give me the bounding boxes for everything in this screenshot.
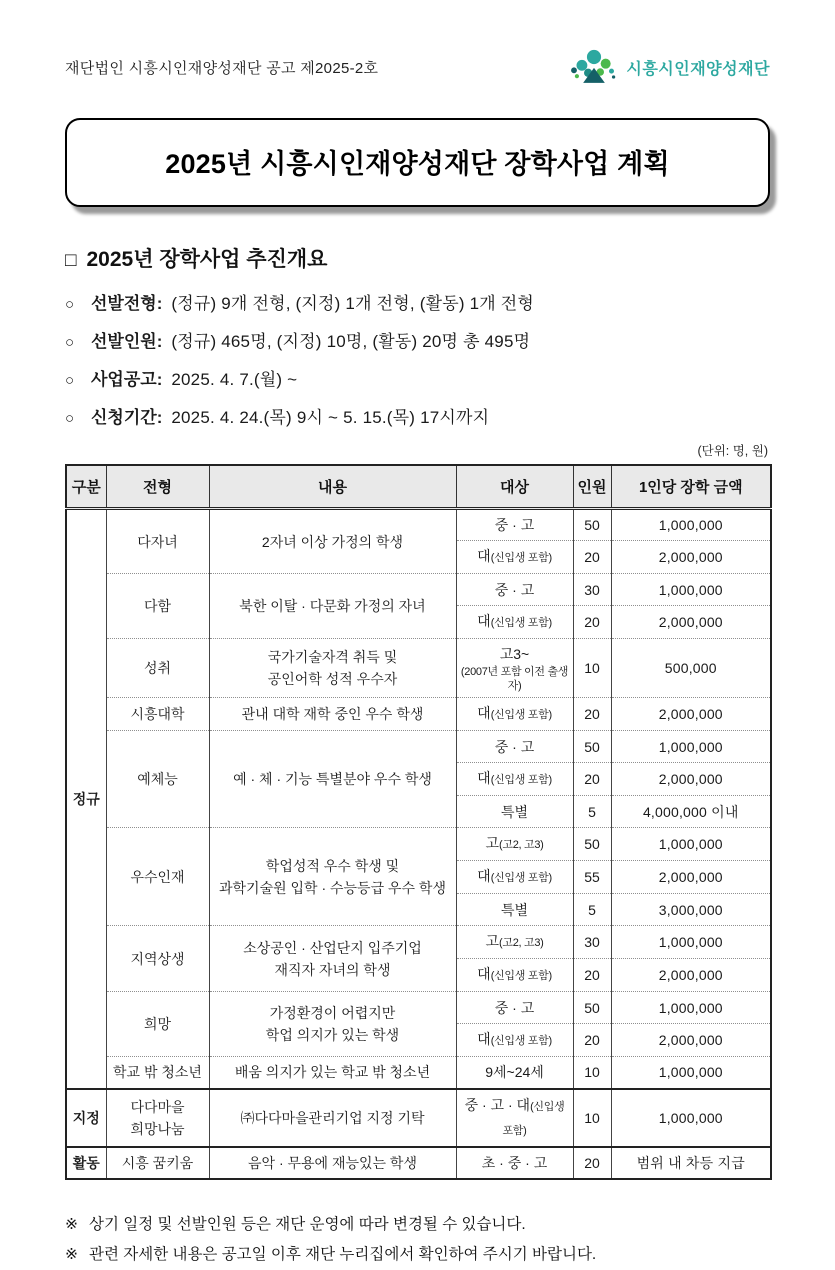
tree-logo-icon: [569, 46, 619, 88]
section-heading: [65, 243, 770, 273]
count-cell: 5: [573, 894, 611, 926]
table-row: [66, 992, 771, 1024]
overview-label: 신청기간:: [91, 408, 163, 427]
amount-cell: 2,000,000: [611, 861, 771, 894]
target-note: (신입생 포함): [490, 970, 552, 982]
table-row: [66, 698, 771, 731]
overview-label: 선발인원:: [91, 332, 163, 351]
target-note: (고2, 고3): [499, 937, 544, 949]
target-cell: 대(신입생 포함): [456, 959, 573, 992]
count-cell: 10: [573, 639, 611, 698]
count-cell: 20: [573, 959, 611, 992]
overview-value: (정규) 465명, (지정) 10명, (활동) 20명 총 495명: [171, 332, 531, 351]
table-row: [66, 1147, 771, 1179]
circle-bullet-icon: ○: [65, 296, 75, 313]
desc-cell: 북한 이탈 · 다문화 가정의 자녀: [209, 574, 456, 639]
announcement-number: 재단법인 시흥시인재양성재단 공고 제2025-2호: [65, 59, 379, 77]
footnote-schedule-change: [65, 1210, 770, 1240]
col-header-2: 내용: [209, 465, 456, 509]
target-note: (고2, 고3): [499, 839, 544, 851]
document-header: [65, 46, 770, 88]
amount-cell: 1,000,000: [611, 731, 771, 763]
table-row: [66, 1089, 771, 1147]
footnotes: [65, 1210, 770, 1270]
section-title: 2025년 장학사업 추진개요: [86, 248, 328, 271]
overview-item-application-period: [65, 403, 770, 428]
overview-item-selection-count: [65, 327, 770, 352]
desc-cell: 학업성적 우수 학생 및 과학기술원 입학 · 수능등급 우수 학생: [209, 828, 456, 926]
program-cell: 지역상생: [106, 926, 209, 992]
count-cell: 20: [573, 698, 611, 731]
table-header: [66, 465, 771, 509]
table-row: [66, 1057, 771, 1089]
category-cell: 활동: [66, 1147, 106, 1179]
table-row: [66, 828, 771, 861]
category-cell: 지정: [66, 1089, 106, 1147]
overview-list: [65, 289, 770, 428]
target-cell: 중 · 고 · 대(신입생 포함): [456, 1089, 573, 1147]
target-cell: 고(고2, 고3): [456, 828, 573, 861]
program-cell: 다자녀: [106, 509, 209, 574]
target-cell: 고(고2, 고3): [456, 926, 573, 959]
reference-mark-icon: ※: [65, 1215, 78, 1233]
target-cell: 대(신입생 포함): [456, 698, 573, 731]
page-title: 2025년 시흥시인재양성재단 장학사업 계획: [165, 149, 670, 179]
foundation-logo-text: 시흥시인재양성재단: [626, 60, 770, 78]
footnote-text: 관련 자세한 내용은 공고일 이후 재단 누리집에서 확인하여 주시기 바랍니다.: [89, 1245, 597, 1263]
target-cell: 고3~ (2007년 포함 이전 출생자): [456, 639, 573, 698]
col-header-1: 전형: [106, 465, 209, 509]
target-cell: 중 · 고: [456, 992, 573, 1024]
target-note: (신입생 포함): [490, 552, 552, 564]
target-cell: 특별: [456, 894, 573, 926]
desc-cell: ㈜다다마을관리기업 지정 기탁: [209, 1089, 456, 1147]
overview-label: 사업공고:: [91, 370, 163, 389]
amount-cell: 1,000,000: [611, 509, 771, 541]
target-note: (2007년 포함 이전 출생자): [460, 666, 569, 692]
target-cell: 중 · 고: [456, 574, 573, 606]
table-body: [66, 509, 771, 1179]
amount-cell: 2,000,000: [611, 763, 771, 796]
scholarship-table: [65, 464, 772, 1180]
desc-cell: 배움 의지가 있는 학교 밖 청소년: [209, 1057, 456, 1089]
amount-cell: 1,000,000: [611, 1057, 771, 1089]
count-cell: 20: [573, 763, 611, 796]
count-cell: 55: [573, 861, 611, 894]
amount-cell: 2,000,000: [611, 959, 771, 992]
amount-cell: 1,000,000: [611, 992, 771, 1024]
table-row: [66, 926, 771, 959]
footnote-text: 상기 일정 및 선발인원 등은 재단 운영에 따라 변경될 수 있습니다.: [89, 1215, 526, 1233]
desc-cell: 소상공인 · 산업단지 입주기업 재직자 자녀의 학생: [209, 926, 456, 992]
count-cell: 20: [573, 606, 611, 639]
program-cell: 시흥 꿈키움: [106, 1147, 209, 1179]
target-note: (신입생 포함): [490, 617, 552, 629]
program-cell: 학교 밖 청소년: [106, 1057, 209, 1089]
target-note: (신입생 포함): [490, 774, 552, 786]
target-cell: 대(신입생 포함): [456, 541, 573, 574]
category-cell: 정규: [66, 509, 106, 1089]
program-cell: 성취: [106, 639, 209, 698]
table-row: [66, 731, 771, 763]
table-header-row: [66, 465, 771, 509]
target-cell: 대(신입생 포함): [456, 861, 573, 894]
amount-cell: 1,000,000: [611, 574, 771, 606]
reference-mark-icon: ※: [65, 1245, 78, 1263]
amount-cell: 3,000,000: [611, 894, 771, 926]
square-bullet-icon: □: [65, 250, 77, 271]
count-cell: 30: [573, 926, 611, 959]
count-cell: 10: [573, 1089, 611, 1147]
program-cell: 희망: [106, 992, 209, 1057]
amount-cell: 2,000,000: [611, 541, 771, 574]
desc-cell: 음악 · 무용에 재능있는 학생: [209, 1147, 456, 1179]
table-row: [66, 574, 771, 606]
target-cell: 대(신입생 포함): [456, 1024, 573, 1057]
program-cell: 시흥대학: [106, 698, 209, 731]
amount-cell: 범위 내 차등 지급: [611, 1147, 771, 1179]
count-cell: 20: [573, 541, 611, 574]
desc-cell: 예 · 체 · 기능 특별분야 우수 학생: [209, 731, 456, 828]
overview-item-announcement-date: [65, 365, 770, 390]
desc-cell: 가정환경이 어렵지만 학업 의지가 있는 학생: [209, 992, 456, 1057]
amount-cell: 1,000,000: [611, 1089, 771, 1147]
target-cell: 중 · 고: [456, 731, 573, 763]
target-cell: 중 · 고: [456, 509, 573, 541]
target-note: (신입생 포함): [502, 1100, 565, 1137]
title-banner: [65, 118, 770, 207]
overview-label: 선발전형:: [91, 294, 163, 313]
col-header-5: 1인당 장학 금액: [611, 465, 771, 509]
program-cell: 다함: [106, 574, 209, 639]
table-row: [66, 639, 771, 698]
col-header-0: 구분: [66, 465, 106, 509]
col-header-4: 인원: [573, 465, 611, 509]
target-note: (신입생 포함): [490, 1035, 552, 1047]
program-cell: 우수인재: [106, 828, 209, 926]
amount-cell: 1,000,000: [611, 828, 771, 861]
overview-value: 2025. 4. 7.(월) ~: [171, 370, 298, 389]
col-header-3: 대상: [456, 465, 573, 509]
target-cell: 특별: [456, 796, 573, 828]
amount-cell: 2,000,000: [611, 1024, 771, 1057]
count-cell: 50: [573, 992, 611, 1024]
target-cell: 대(신입생 포함): [456, 763, 573, 796]
circle-bullet-icon: ○: [65, 334, 75, 351]
program-cell: 다다마을 희망나눔: [106, 1089, 209, 1147]
count-cell: 20: [573, 1147, 611, 1179]
count-cell: 50: [573, 731, 611, 763]
table-row: [66, 509, 771, 541]
count-cell: 50: [573, 509, 611, 541]
target-cell: 초 · 중 · 고: [456, 1147, 573, 1179]
unit-note: (단위: 명, 원): [697, 444, 768, 458]
overview-value: (정규) 9개 전형, (지정) 1개 전형, (활동) 1개 전형: [171, 294, 535, 313]
count-cell: 5: [573, 796, 611, 828]
amount-cell: 2,000,000: [611, 698, 771, 731]
target-note: (신입생 포함): [490, 709, 552, 721]
count-cell: 50: [573, 828, 611, 861]
count-cell: 10: [573, 1057, 611, 1089]
target-cell: 9세~24세: [456, 1057, 573, 1089]
circle-bullet-icon: ○: [65, 372, 75, 389]
overview-item-selection-types: [65, 289, 770, 314]
amount-cell: 4,000,000 이내: [611, 796, 771, 828]
footnote-website-info: [65, 1240, 770, 1270]
foundation-logo: [569, 46, 770, 88]
count-cell: 20: [573, 1024, 611, 1057]
amount-cell: 500,000: [611, 639, 771, 698]
circle-bullet-icon: ○: [65, 410, 75, 427]
program-cell: 예체능: [106, 731, 209, 828]
overview-value: 2025. 4. 24.(목) 9시 ~ 5. 15.(목) 17시까지: [171, 408, 490, 427]
desc-cell: 관내 대학 재학 중인 우수 학생: [209, 698, 456, 731]
target-note: (신입생 포함): [490, 872, 552, 884]
count-cell: 30: [573, 574, 611, 606]
target-cell: 대(신입생 포함): [456, 606, 573, 639]
amount-cell: 1,000,000: [611, 926, 771, 959]
desc-cell: 2자녀 이상 가정의 학생: [209, 509, 456, 574]
desc-cell: 국가기술자격 취득 및 공인어학 성적 우수자: [209, 639, 456, 698]
amount-cell: 2,000,000: [611, 606, 771, 639]
